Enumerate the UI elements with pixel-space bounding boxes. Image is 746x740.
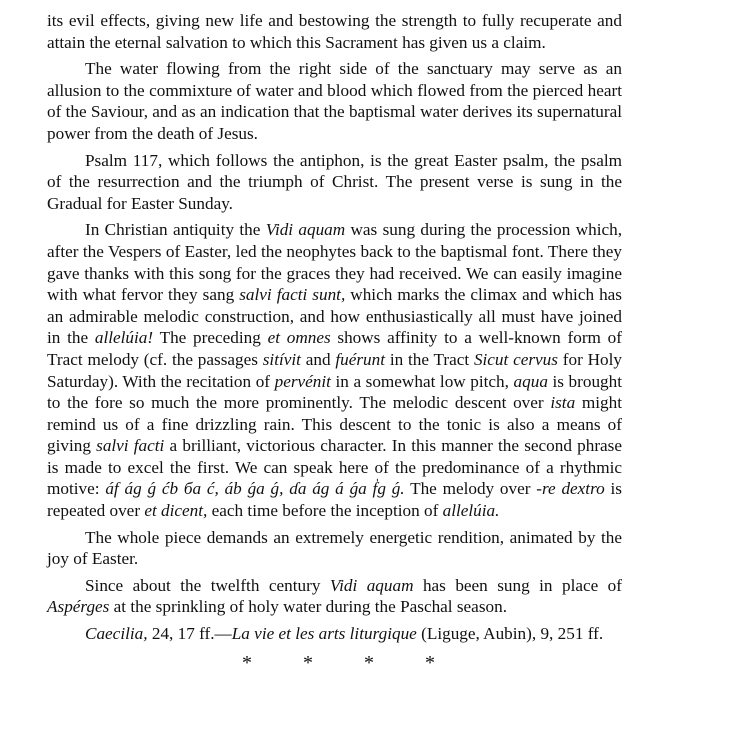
text-run: in the Tract [385, 349, 474, 369]
text-run: in a somewhat low pitch, [330, 371, 514, 391]
italic-text: La vie et les arts liturgique [231, 624, 417, 644]
italic-text: allelúia. [442, 501, 500, 521]
italic-text: áf ág ǵ ćb ба ć, áb ǵa ǵ, ɗa ág á ǵa f̍g ǵ. [105, 479, 405, 499]
italic-text: ista [550, 393, 576, 413]
paragraph [47, 10, 622, 53]
asterisk: * [425, 651, 435, 674]
italic-text: salvi facti [96, 436, 165, 456]
text-run: has been sung in place of [413, 575, 623, 595]
reference-citation [47, 623, 622, 645]
text-run: which marks the climax and which has an admirable melodic construction, and how enthusiastically all must have joined in the [47, 285, 622, 348]
text-run: Psalm 117, which follows the antiphon, is the great Easter psalm, the psalm of the resurrection and the triumph of Christ. The present verse is sung in the Gradual for Easter Sunday. [47, 150, 622, 213]
text-run: 24, 17 ff.— [147, 624, 232, 644]
italic-text: Vidi aquam [265, 220, 346, 240]
paragraph [47, 150, 622, 215]
text-run: its evil effects, giving new life and bestowing the strength to fully recuperate and attain the eternal salvation to which this Sacrament has given us a claim. [47, 11, 622, 52]
italic-text: allelúia! [94, 328, 154, 348]
body-text [47, 10, 622, 618]
asterisk: * [364, 651, 374, 674]
text-run: (Liguge, Aubin), 9, 251 ff. [416, 624, 604, 644]
text-run: is repeated over [47, 479, 622, 521]
paragraph [47, 219, 622, 521]
paragraph [47, 575, 622, 618]
asterisk: * [242, 651, 252, 674]
paragraph [47, 527, 622, 570]
document-page [47, 10, 622, 674]
text-run: is brought to the fore so much the more prominently. The melodic descent over [47, 371, 622, 413]
text-run: was sung during the procession which, after the Vespers of Easter, led the neophytes back to the baptismal font. There they gave thanks with this song for the graces they had received. We can easily imagine with what fervor they sang [47, 220, 622, 305]
text-run: The preceding [153, 328, 268, 348]
section-separator [242, 653, 622, 675]
text-run: a brilliant, victorious character. In this manner the second phrase is made to excel the first. We can speak here of the predominance of a rhythmic motive: [47, 436, 622, 499]
italic-text: sitívit [262, 349, 301, 369]
italic-text: Vidi aquam [329, 575, 414, 595]
italic-text: et omnes [267, 328, 331, 348]
italic-text: et dicent, [144, 501, 208, 521]
italic-text: Sicut cervus [473, 349, 558, 369]
italic-text: aqua [513, 371, 548, 391]
italic-text: -re dextro [536, 479, 605, 499]
italic-text: Aspérges [47, 597, 110, 617]
asterisk: * [303, 651, 313, 674]
italic-text: fuérunt [335, 349, 386, 369]
italic-text: Caecilia, [85, 624, 148, 644]
italic-text: salvi facti sunt, [239, 285, 346, 305]
text-run: The water flowing from the right side of the sanctuary may serve as an allusion to the commixture of water and blood which flowed from the pierced heart of the Saviour, and as an indication that the baptismal water derives its supernatural power from the death of Jesus. [47, 59, 622, 143]
text-run: Since about the twelfth century [85, 575, 330, 595]
italic-text: pervénit [274, 371, 331, 391]
text-run: The whole piece demands an extremely energetic rendition, animated by the joy of Easter. [47, 527, 622, 569]
text-run: each time before the inception of [207, 501, 443, 521]
text-run: and [300, 349, 336, 369]
text-run: for Holy Saturday). With the recitation of [47, 349, 622, 391]
text-run: In Christian antiquity the [85, 220, 266, 240]
text-run: shows affinity to a well-known form of Tract melody (cf. the passages [47, 328, 622, 369]
text-run: at the sprinkling of holy water during the Paschal season. [109, 597, 507, 617]
text-run: might remind us of a fine drizzling rain. This descent to the tonic is also a means of giving [47, 393, 623, 456]
paragraph [47, 58, 622, 144]
text-run: The melody over [404, 479, 537, 499]
